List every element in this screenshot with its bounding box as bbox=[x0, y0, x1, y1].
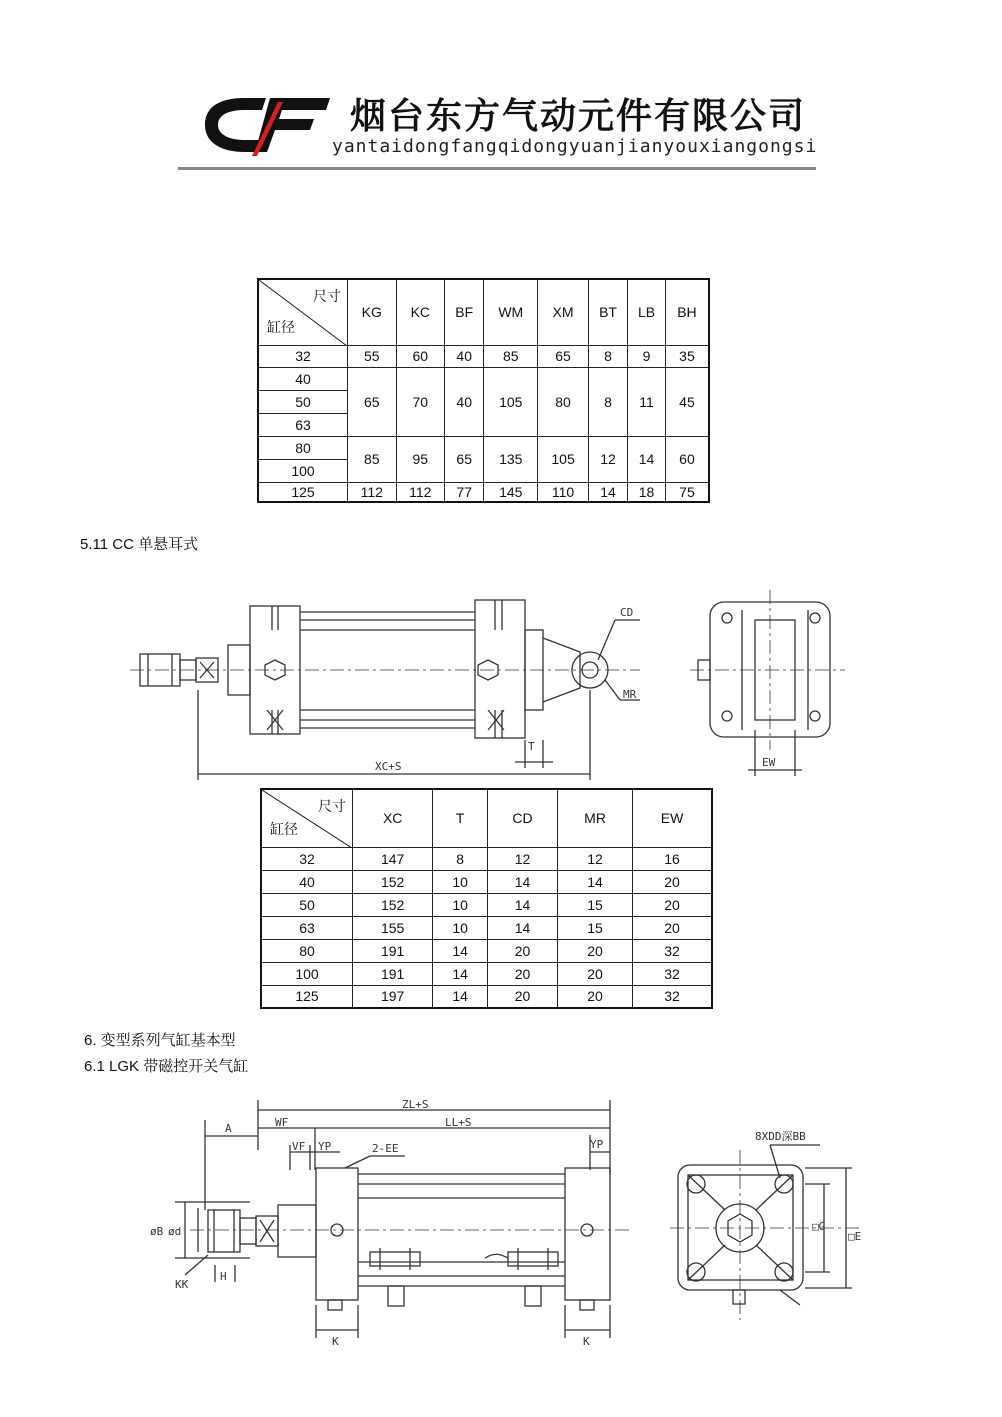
value-cell: 155 bbox=[353, 916, 433, 939]
dimension-table-2 bbox=[260, 788, 713, 1009]
cc-clevis-drawing bbox=[120, 590, 880, 780]
value-cell: 40 bbox=[445, 345, 484, 367]
corner-cell bbox=[261, 789, 353, 847]
corner-label-bore: 缸径 bbox=[270, 820, 298, 837]
value-cell: 110 bbox=[538, 482, 589, 502]
company-name-pinyin: yantaidongfangqidongyuanjianyouxiangongsi bbox=[332, 136, 818, 157]
bore-cell: 80 bbox=[258, 436, 348, 459]
column-header: XC bbox=[353, 789, 433, 847]
dimension-table-1 bbox=[257, 278, 710, 503]
table-row bbox=[261, 916, 712, 939]
value-cell: 20 bbox=[633, 870, 712, 893]
bore-cell: 63 bbox=[261, 916, 353, 939]
label-ew: EW bbox=[762, 756, 776, 769]
value-cell: 112 bbox=[348, 482, 397, 502]
corner-label-bore: 缸径 bbox=[267, 318, 295, 335]
corner-label-size: 尺寸 bbox=[313, 288, 341, 304]
label-k-right: K bbox=[583, 1335, 590, 1348]
value-cell: 10 bbox=[433, 916, 488, 939]
bore-cell: 50 bbox=[258, 390, 348, 413]
value-cell: 20 bbox=[558, 985, 633, 1008]
label-ll-s: LL+S bbox=[445, 1116, 472, 1129]
column-header: KG bbox=[348, 279, 397, 345]
label-k-left: K bbox=[332, 1335, 339, 1348]
value-cell: 32 bbox=[633, 962, 712, 985]
value-cell: 77 bbox=[445, 482, 484, 502]
table-header-row bbox=[258, 279, 709, 345]
value-cell: 18 bbox=[628, 482, 666, 502]
value-cell: 20 bbox=[487, 985, 557, 1008]
column-header: EW bbox=[633, 789, 712, 847]
value-cell: 40 bbox=[445, 367, 484, 436]
label-yp-left: YP bbox=[318, 1140, 332, 1153]
company-name-cn: 烟台东方气动元件有限公司 bbox=[350, 96, 807, 137]
table-row bbox=[261, 962, 712, 985]
table-row bbox=[258, 482, 709, 502]
table-row bbox=[261, 985, 712, 1008]
value-cell: 55 bbox=[348, 345, 397, 367]
value-cell: 12 bbox=[487, 847, 557, 870]
bore-cell: 125 bbox=[261, 985, 353, 1008]
table-row bbox=[261, 870, 712, 893]
value-cell: 70 bbox=[396, 367, 445, 436]
value-cell: 20 bbox=[487, 939, 557, 962]
value-cell: 14 bbox=[628, 436, 666, 482]
label-xc-s: XC+S bbox=[375, 760, 402, 773]
value-cell: 65 bbox=[445, 436, 484, 482]
label-wf: WF bbox=[275, 1116, 289, 1129]
value-cell: 12 bbox=[588, 436, 627, 482]
value-cell: 197 bbox=[353, 985, 433, 1008]
bore-cell: 100 bbox=[258, 459, 348, 482]
value-cell: 15 bbox=[558, 893, 633, 916]
label-ee: 2-EE bbox=[372, 1142, 399, 1155]
value-cell: 85 bbox=[484, 345, 538, 367]
label-phi-b: øB bbox=[150, 1225, 164, 1238]
column-header: XM bbox=[538, 279, 589, 345]
value-cell: 8 bbox=[588, 345, 627, 367]
bore-cell: 125 bbox=[258, 482, 348, 502]
lgk-cylinder-drawing bbox=[140, 1090, 880, 1350]
value-cell: 16 bbox=[633, 847, 712, 870]
label-g: □G bbox=[812, 1220, 826, 1233]
label-h: H bbox=[220, 1270, 227, 1283]
bore-cell: 100 bbox=[261, 962, 353, 985]
value-cell: 14 bbox=[588, 482, 627, 502]
label-kk: KK bbox=[175, 1278, 189, 1291]
bore-cell: 40 bbox=[258, 367, 348, 390]
table-row bbox=[258, 436, 709, 459]
value-cell: 14 bbox=[433, 985, 488, 1008]
value-cell: 152 bbox=[353, 870, 433, 893]
value-cell: 95 bbox=[396, 436, 445, 482]
value-cell: 20 bbox=[633, 916, 712, 939]
label-xdd-bb: 8XDD深BB bbox=[755, 1130, 806, 1143]
value-cell: 15 bbox=[558, 916, 633, 939]
section-heading-6: 6. 变型系列气缸基本型 bbox=[84, 1032, 236, 1049]
header-rule bbox=[178, 167, 816, 170]
label-e: □E bbox=[848, 1230, 862, 1243]
table-header-row bbox=[261, 789, 712, 847]
label-mr: MR bbox=[623, 688, 637, 701]
section-heading-5-11: 5.11 CC 单悬耳式 bbox=[80, 536, 199, 553]
bore-cell: 32 bbox=[261, 847, 353, 870]
value-cell: 20 bbox=[558, 962, 633, 985]
column-header: MR bbox=[558, 789, 633, 847]
value-cell: 8 bbox=[433, 847, 488, 870]
value-cell: 65 bbox=[538, 345, 589, 367]
label-vf: VF bbox=[292, 1140, 306, 1153]
value-cell: 105 bbox=[484, 367, 538, 436]
value-cell: 147 bbox=[353, 847, 433, 870]
bore-cell: 40 bbox=[261, 870, 353, 893]
bore-cell: 80 bbox=[261, 939, 353, 962]
value-cell: 60 bbox=[396, 345, 445, 367]
bore-cell: 50 bbox=[261, 893, 353, 916]
value-cell: 14 bbox=[487, 916, 557, 939]
value-cell: 112 bbox=[396, 482, 445, 502]
table-row bbox=[261, 939, 712, 962]
value-cell: 152 bbox=[353, 893, 433, 916]
label-t: T bbox=[528, 740, 535, 753]
value-cell: 135 bbox=[484, 436, 538, 482]
value-cell: 191 bbox=[353, 939, 433, 962]
corner-cell bbox=[258, 279, 348, 345]
section-heading-6-1: 6.1 LGK 带磁控开关气缸 bbox=[84, 1058, 249, 1075]
table-row bbox=[261, 847, 712, 870]
value-cell: 20 bbox=[633, 893, 712, 916]
value-cell: 14 bbox=[487, 893, 557, 916]
corner-label-size: 尺寸 bbox=[318, 798, 346, 814]
value-cell: 45 bbox=[665, 367, 709, 436]
value-cell: 32 bbox=[633, 939, 712, 962]
value-cell: 75 bbox=[665, 482, 709, 502]
value-cell: 12 bbox=[558, 847, 633, 870]
value-cell: 11 bbox=[628, 367, 666, 436]
value-cell: 20 bbox=[487, 962, 557, 985]
label-phi-d: ød bbox=[168, 1225, 182, 1238]
bore-cell: 32 bbox=[258, 345, 348, 367]
value-cell: 10 bbox=[433, 870, 488, 893]
bore-cell: 63 bbox=[258, 413, 348, 436]
label-yp-right: YP bbox=[590, 1138, 604, 1151]
column-header: LB bbox=[628, 279, 666, 345]
value-cell: 80 bbox=[538, 367, 589, 436]
column-header: BH bbox=[665, 279, 709, 345]
table-row bbox=[258, 367, 709, 390]
value-cell: 14 bbox=[558, 870, 633, 893]
column-header: BT bbox=[588, 279, 627, 345]
value-cell: 14 bbox=[487, 870, 557, 893]
value-cell: 8 bbox=[588, 367, 627, 436]
value-cell: 9 bbox=[628, 345, 666, 367]
value-cell: 14 bbox=[433, 962, 488, 985]
value-cell: 20 bbox=[558, 939, 633, 962]
column-header: WM bbox=[484, 279, 538, 345]
value-cell: 65 bbox=[348, 367, 397, 436]
value-cell: 14 bbox=[433, 939, 488, 962]
column-header: KC bbox=[396, 279, 445, 345]
value-cell: 85 bbox=[348, 436, 397, 482]
label-zl-s: ZL+S bbox=[402, 1098, 429, 1111]
value-cell: 145 bbox=[484, 482, 538, 502]
value-cell: 35 bbox=[665, 345, 709, 367]
value-cell: 191 bbox=[353, 962, 433, 985]
value-cell: 60 bbox=[665, 436, 709, 482]
column-header: BF bbox=[445, 279, 484, 345]
column-header: T bbox=[433, 789, 488, 847]
value-cell: 10 bbox=[433, 893, 488, 916]
label-a: A bbox=[225, 1122, 232, 1135]
table-row bbox=[261, 893, 712, 916]
table-row bbox=[258, 345, 709, 367]
value-cell: 32 bbox=[633, 985, 712, 1008]
column-header: CD bbox=[487, 789, 557, 847]
company-logo bbox=[200, 90, 335, 160]
label-cd: CD bbox=[620, 606, 634, 619]
value-cell: 105 bbox=[538, 436, 589, 482]
